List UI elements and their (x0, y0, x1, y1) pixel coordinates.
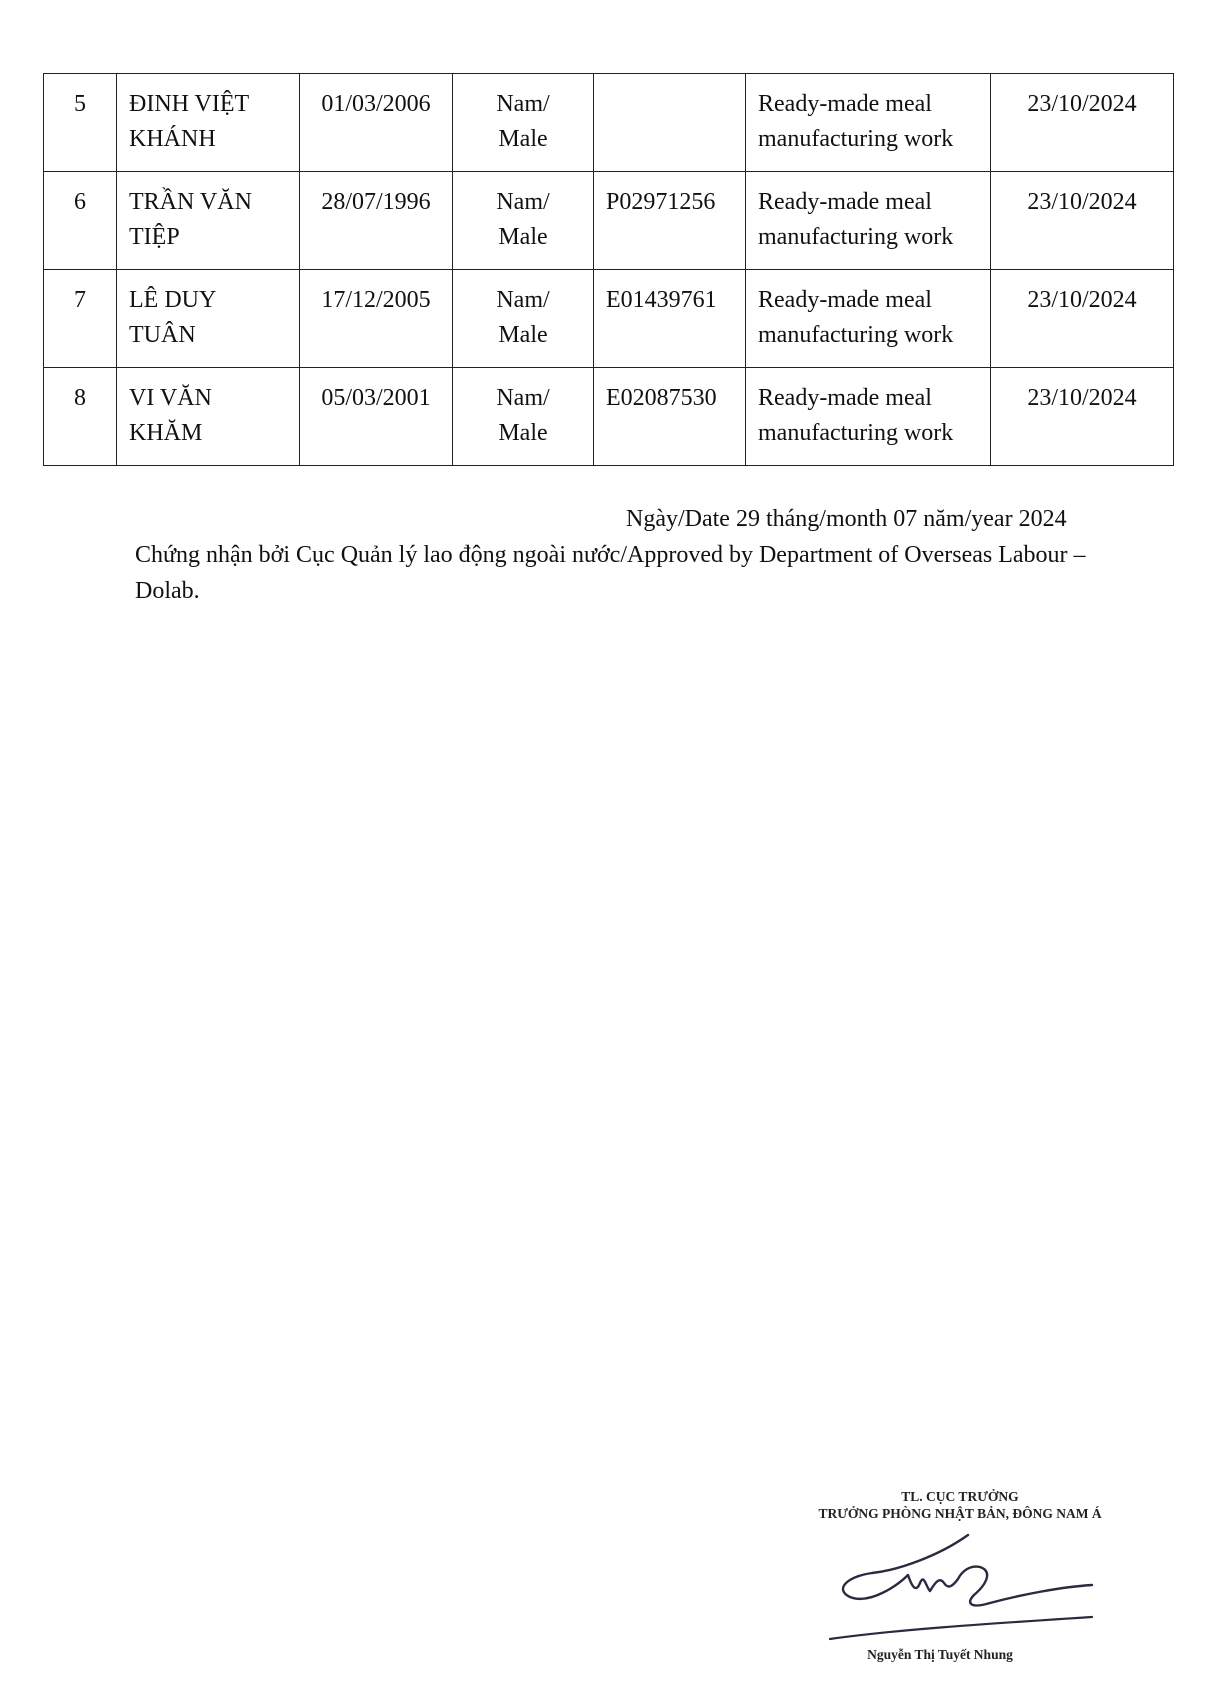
table-row (44, 270, 1174, 368)
signatory-title-line-2: TRƯỞNG PHÒNG NHẬT BẢN, ĐÔNG NAM Á (818, 1506, 1102, 1521)
date-of-birth: 01/03/2006 (300, 74, 453, 172)
sex (453, 172, 594, 270)
sex-line-2: Male (498, 126, 548, 152)
row-number: 7 (44, 270, 117, 368)
job-line-2: manufacturing work (758, 126, 954, 152)
handwritten-signature (820, 1525, 1100, 1645)
date-of-birth: 28/07/1996 (300, 172, 453, 270)
sex (453, 368, 594, 466)
issue-date-line: Ngày/Date 29 tháng/month 07 năm/year 2024 (626, 506, 1067, 532)
worker-name-line-1: TRẦN VĂN (129, 189, 252, 215)
departure-date: 23/10/2024 (991, 368, 1174, 466)
job-line-2: manufacturing work (758, 322, 954, 348)
worker-name-line-1: ĐINH VIỆT (129, 91, 250, 117)
table-row (44, 368, 1174, 466)
departure-date: 23/10/2024 (991, 172, 1174, 270)
sex-line-2: Male (498, 224, 548, 250)
signatory-title (760, 1488, 1160, 1522)
departure-date: 23/10/2024 (991, 270, 1174, 368)
job-description (746, 270, 991, 368)
worker-name-line-2: TIỆP (129, 224, 180, 250)
row-number: 5 (44, 74, 117, 172)
signatory-name: Nguyễn Thị Tuyết Nhung (867, 1647, 1013, 1662)
sex-line-2: Male (498, 322, 548, 348)
worker-name-line-2: KHĂM (129, 420, 203, 446)
departure-date: 23/10/2024 (991, 74, 1174, 172)
job-line-1: Ready-made meal (758, 91, 932, 117)
table-row (44, 172, 1174, 270)
passport-number: E01439761 (594, 270, 746, 368)
worker-name (117, 74, 300, 172)
passport-number (594, 74, 746, 172)
worker-name-line-2: KHÁNH (129, 126, 216, 152)
row-number: 6 (44, 172, 117, 270)
worker-name (117, 368, 300, 466)
worker-name (117, 270, 300, 368)
job-line-2: manufacturing work (758, 224, 954, 250)
job-line-2: manufacturing work (758, 420, 954, 446)
workers-table-container (43, 73, 1173, 466)
sex-line-1: Nam/ (496, 287, 550, 313)
sex (453, 74, 594, 172)
passport-number: E02087530 (594, 368, 746, 466)
worker-name-line-1: LÊ DUY (129, 287, 217, 313)
job-description (746, 368, 991, 466)
table-row (44, 74, 1174, 172)
job-line-1: Ready-made meal (758, 189, 932, 215)
row-number: 8 (44, 368, 117, 466)
job-line-1: Ready-made meal (758, 385, 932, 411)
workers-table (43, 73, 1174, 466)
sex-line-1: Nam/ (496, 91, 550, 117)
worker-name-line-2: TUÂN (129, 322, 196, 348)
job-line-1: Ready-made meal (758, 287, 932, 313)
sex-line-1: Nam/ (496, 385, 550, 411)
worker-name-line-1: VI VĂN (129, 385, 212, 411)
approval-statement: Chứng nhận bởi Cục Quản lý lao động ngoài nước/Approved by Department of Overseas Labour – Dolab. (135, 542, 1086, 604)
job-description (746, 74, 991, 172)
date-of-birth: 05/03/2001 (300, 368, 453, 466)
job-description (746, 172, 991, 270)
sex-line-2: Male (498, 420, 548, 446)
sex-line-1: Nam/ (496, 189, 550, 215)
date-of-birth: 17/12/2005 (300, 270, 453, 368)
worker-name (117, 172, 300, 270)
passport-number: P02971256 (594, 172, 746, 270)
sex (453, 270, 594, 368)
signatory-title-line-1: TL. CỤC TRƯỞNG (901, 1489, 1019, 1504)
